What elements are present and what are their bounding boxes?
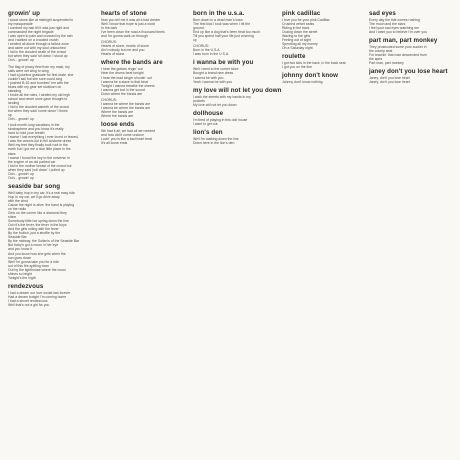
lyric-line: Somebody little hot spring down the line xyxy=(8,219,69,224)
lyric-line: Out by the lighthouse where the moon xyxy=(8,267,67,272)
song-title: seaside bar song xyxy=(8,182,61,190)
lyric-line: Till you spend half your life just covering xyxy=(193,34,254,39)
lyric-line: Girls on the corner like a diamond they xyxy=(8,211,67,216)
lyric-line: Had a dream tonight I'm coming home xyxy=(8,294,67,299)
lyric-lines xyxy=(193,18,283,56)
lyric-line: I wanna be with you xyxy=(193,75,224,80)
lyric-line: For teachin' that man descended from xyxy=(369,53,427,58)
lyrics-column-2 xyxy=(101,8,191,454)
lyric-line: Oozing down the street xyxy=(282,30,318,35)
lyric-line: and I walked on a crooked crutch xyxy=(8,38,59,43)
lyric-line: I took month-long vacations in the xyxy=(8,123,60,128)
lyric-line: Seaside Bar xyxy=(8,235,27,240)
lyric-line: Waving to the girls xyxy=(282,34,311,39)
lyric-line: but when they said 'come down' I threw xyxy=(8,109,68,114)
lyric-line: I'm tired of playing in this doll house xyxy=(193,117,248,122)
lyric-line: Born down in a dead man's town xyxy=(193,18,243,22)
lyric-line: sails were set wing to wing xyxy=(8,68,49,73)
lyric-line: Hearts of stone, hearts of stone xyxy=(101,44,149,49)
lyric-line: By the foolish, just a shuffle by the xyxy=(8,231,61,236)
lyric-lines xyxy=(193,118,283,126)
song-block xyxy=(101,121,191,145)
lyric-line: but when they said 'sit down' I stood up xyxy=(8,54,68,59)
lyric-line: It's all loose ends xyxy=(101,141,128,146)
lyric-line: when they said 'pull down' I pulled up xyxy=(8,167,65,172)
lyric-lines xyxy=(369,76,459,84)
lyric-line: Now you tell me it was all a bad dream xyxy=(101,18,160,22)
lyrics-column-5 xyxy=(369,8,459,454)
lyric-line: Hear the drums beat tonight xyxy=(101,71,144,76)
song-block xyxy=(193,10,283,56)
lyric-line: Hearts of stone xyxy=(101,52,125,57)
lyric-line: Feeling out of sight xyxy=(282,38,312,43)
lyric-line: blues with my gear set stubborn on xyxy=(8,84,62,89)
lyric-line: I swear I lost everything I ever loved or feared, xyxy=(8,135,79,140)
song-title: johnny don't know xyxy=(282,72,339,80)
lyric-line: shines so bright xyxy=(8,271,33,276)
lyric-line: Tonight I wanna breathe the cheers xyxy=(101,83,155,88)
lyric-line: I wanna be a slave to that beat xyxy=(101,79,148,84)
lyric-line: Every day the tide comes rushing xyxy=(369,18,420,22)
lyric-line: Down here in the lion's den xyxy=(193,140,235,145)
lyric-lines xyxy=(369,45,459,65)
lyric-line: But baby's got a moon in her eye xyxy=(8,243,59,248)
lyric-line: on the radio xyxy=(8,207,27,212)
lyric-line: Crushed velvet seats xyxy=(282,22,315,27)
lyric-line: stars xyxy=(8,151,16,156)
song-block xyxy=(101,10,191,56)
lyric-line: Well I know that hope is just a word xyxy=(101,22,155,27)
lyric-line: I stood stone-like at midnight suspended in xyxy=(8,18,74,22)
lyric-line: pockets xyxy=(193,98,205,103)
lyric-line: Riding in the back xyxy=(282,26,310,31)
lyric-line: I pushed B-52 and bombed 'em with the xyxy=(8,80,69,85)
song-title: rendezvous xyxy=(8,282,44,290)
lyric-line: I had a secret rendezvous xyxy=(8,298,48,303)
lyric-line: CHORUS: xyxy=(101,97,117,102)
lyric-line: shine xyxy=(8,215,17,220)
song-block xyxy=(282,10,372,50)
lyric-line: I was the cosmic kid in full costume dress xyxy=(8,139,72,144)
lyric-line: Where the bands are xyxy=(101,113,134,118)
lyric-line: Ooh it's the fever, the fever in the boys xyxy=(8,223,67,228)
lyric-line: sun goes down xyxy=(8,255,32,260)
lyric-lines xyxy=(282,61,372,69)
lyric-line: I had a dream our love would last forever xyxy=(8,290,71,295)
lyric-line: I was born in the U.S.A. xyxy=(193,52,230,57)
lyric-lines xyxy=(8,191,98,280)
lyric-line: Well I went to the corner store xyxy=(193,67,239,72)
lyric-line: By the midway, the Sultan's of the Seaside Bar xyxy=(8,239,80,244)
song-title: part man, part monkey xyxy=(369,37,438,45)
lyric-line: I walk the streets with my hands in my xyxy=(193,94,251,99)
lyric-line: I broke all the rules, I strafed my old high xyxy=(8,92,70,97)
lyric-line: I feel your sad eyes watching me xyxy=(369,26,420,31)
lyric-line: CHORUS: xyxy=(101,40,117,45)
lyric-line: earth but I got me a nice little place in the xyxy=(8,147,71,152)
lyric-line: Janey, don't you lose heart xyxy=(369,76,410,81)
lyric-lines xyxy=(8,291,98,307)
lyrics-column-1 xyxy=(8,8,98,454)
lyric-line: standing xyxy=(8,88,21,93)
lyric-line: Born in the U.S.A. xyxy=(193,48,221,53)
lyric-line: I hear the guitars ringin' out xyxy=(101,67,143,72)
lyric-line: I wanna be where the bands are xyxy=(101,101,151,106)
song-block xyxy=(193,110,283,126)
song-title: pink cadillac xyxy=(282,10,321,17)
lyric-line: school and never once gave thought to xyxy=(8,96,68,101)
lyric-lines xyxy=(193,67,283,83)
lyric-line: And the girls rolling with the fever xyxy=(8,227,59,232)
lyric-lines xyxy=(101,67,191,118)
lyric-line: Hop in my car, we'll go drive away xyxy=(8,194,60,199)
lyric-line: I want to get out xyxy=(193,121,218,126)
lyric-line: I wanna get lost in the sound xyxy=(101,87,145,92)
lyric-line: In the dark xyxy=(101,26,118,31)
lyric-line: I hid in the clouded wrath of the crowd xyxy=(8,50,66,55)
lyric-line: Well I'm gonna take you for a ride xyxy=(8,259,60,264)
song-block xyxy=(101,59,191,118)
song-title: hearts of stone xyxy=(101,10,147,17)
lyric-line: Well I'm walking down the line xyxy=(193,136,239,141)
lyric-lines xyxy=(193,137,283,145)
song-title: where the bands are xyxy=(101,59,163,67)
song-title: born in the u.s.a. xyxy=(193,10,245,17)
lyric-line: I swear I found the key to the universe in xyxy=(8,155,70,160)
lyric-line: The moon and the stars xyxy=(369,22,406,27)
lyric-line: The first kick I took was when I hit the xyxy=(193,22,251,27)
lyric-line: I got you on the line xyxy=(282,65,313,70)
song-title: my love will not let you down xyxy=(193,86,282,94)
lyric-line: Lovin' you is like a bad heart beat xyxy=(101,137,152,142)
lyric-line: up xyxy=(193,38,197,43)
lyric-line: My love will not let you down xyxy=(193,102,237,107)
song-block xyxy=(282,72,372,84)
lyric-line: I love you for your pink Cadillac xyxy=(282,18,330,22)
lyric-line: Spending all my money xyxy=(282,42,318,47)
lyric-line: I wanna be where the bands are xyxy=(101,105,151,110)
lyrics-column-4 xyxy=(282,8,372,454)
lyric-line: I had a jukebox graduate for first mate, she xyxy=(8,72,74,77)
lyric-line: I've been down the road a thousand times xyxy=(101,30,165,35)
lyric-line: I hear the lead singer shoutin' out xyxy=(101,75,152,80)
song-block xyxy=(8,183,98,280)
lyric-line: my masquerade xyxy=(8,22,33,27)
lyric-line: Bought a brand new dress xyxy=(193,71,234,76)
lyric-line: hard to hold your breath xyxy=(8,131,45,136)
lyric-line: ground xyxy=(193,26,204,31)
lyric-line: Part man, part monkey xyxy=(369,61,404,66)
lyric-line: landing xyxy=(8,100,20,105)
lyric-line: I strolled all alone through a fallout zone xyxy=(8,42,69,47)
song-block xyxy=(369,37,459,65)
lyric-line: I combed my hair till it was just right and xyxy=(8,26,69,31)
lyric-line: and came out with my soul untouched xyxy=(8,46,66,51)
lyric-line: Yeah I wanna be with you xyxy=(193,79,233,84)
lyric-line: Well that's not a girl for you xyxy=(8,303,50,307)
song-block xyxy=(193,87,283,107)
lyric-line: Johnny don't know nothing xyxy=(282,80,323,85)
lyric-line: End up like a dog that's been beat too much xyxy=(193,30,260,35)
lyric-line: up xyxy=(8,113,12,118)
lyric-line: with the wind xyxy=(8,198,28,203)
song-block xyxy=(193,129,283,145)
song-block xyxy=(193,59,283,83)
song-title: loose ends xyxy=(101,120,135,128)
song-block xyxy=(8,283,98,307)
lyric-line: I got two kids in the back, in the back seat xyxy=(282,61,346,66)
lyric-line: the county seat xyxy=(369,49,393,54)
lyric-line: Ooh... growin' up xyxy=(8,117,34,122)
lyric-line: And you know how she gets when the xyxy=(8,251,66,256)
lyric-line: I hid in the mother breast of the crowd but xyxy=(8,163,72,168)
song-title: i wanna be with you xyxy=(193,59,254,67)
lyric-line: We had it all, we had all we needed xyxy=(101,128,156,133)
lyric-lines xyxy=(101,129,191,145)
lyric-line: Where the bands are xyxy=(101,109,134,114)
lyric-line: And I want you to believe I'm over you xyxy=(369,30,427,35)
lyric-line: Cause the night is alive, the band is playing xyxy=(8,202,75,207)
lyric-line: and how did it come undone xyxy=(101,133,144,138)
lyric-line: Ooh... growin' up xyxy=(8,175,34,180)
lyric-line: Well my feet they finally took root in the xyxy=(8,143,68,148)
lyric-line: out of this fire-spitting town xyxy=(8,263,49,268)
lyric-line: CHORUS: xyxy=(193,44,209,49)
song-block xyxy=(369,68,459,84)
lyric-lines xyxy=(8,18,98,180)
lyric-line: and I'm gonna walk on through xyxy=(101,34,148,39)
lyric-line: stratosphere and you know it's really xyxy=(8,127,64,132)
lyric-line: the engine of an old parked car xyxy=(8,159,56,164)
song-block xyxy=(369,10,459,34)
lyrics-column-3 xyxy=(193,8,283,454)
song-block xyxy=(282,53,372,69)
song-block xyxy=(8,10,98,180)
lyric-line: They prosecuted some poor sucker in xyxy=(369,45,427,50)
lyric-line: On a Saturday night xyxy=(282,46,313,51)
song-title: sad eyes xyxy=(369,10,396,17)
lyric-line: Down where the bands are xyxy=(101,91,143,96)
lyric-line: couldn't sail but she sure could sing xyxy=(8,76,63,81)
lyric-line: Ooh... growin' up xyxy=(8,58,34,63)
lyric-line: Janey, don't you lose heart xyxy=(369,80,410,85)
lyric-lines xyxy=(282,80,372,84)
lyric-line: The flag of piracy flew from my mast, my xyxy=(8,64,70,69)
lyric-line: Ooh... growin' up xyxy=(8,171,34,176)
song-title: janey don't you lose heart xyxy=(369,68,448,76)
song-title: growin' up xyxy=(8,10,41,17)
lyric-line: and you know it xyxy=(8,247,32,252)
lyric-line: the apes xyxy=(369,57,383,62)
lyric-lines xyxy=(193,95,283,107)
song-title: roulette xyxy=(282,53,306,61)
lyric-line: Ain't nobody but me and you xyxy=(101,48,145,53)
lyric-lines xyxy=(369,18,459,34)
lyric-lines xyxy=(101,18,191,56)
lyric-line: Tonight's the night xyxy=(8,275,36,280)
song-title: lion's den xyxy=(193,128,223,136)
lyric-line: Well baby hop in my car, it's a real easy ride xyxy=(8,190,75,195)
song-title: dollhouse xyxy=(193,109,224,117)
lyric-line: I hid in the clouded warmth of the crowd xyxy=(8,104,69,109)
lyric-line: I was open to pain and crossed by the rain xyxy=(8,34,73,39)
lyric-line: commanded the night brigade xyxy=(8,30,54,35)
lyric-lines xyxy=(282,18,372,50)
